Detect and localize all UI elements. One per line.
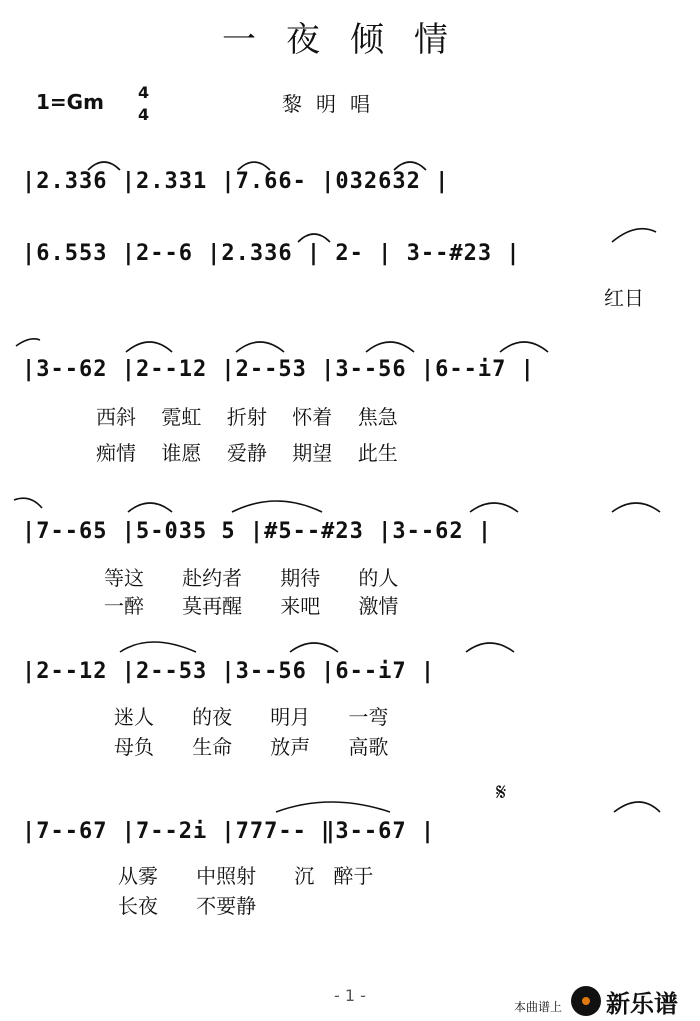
system-4-lyrics-2: 一醉 莫再醒 来吧 激情: [104, 594, 399, 618]
system-3-notes: |3--62 |2--12 |2--53 |3--56 |6--i7 |: [22, 357, 535, 382]
system-6-lyrics-1: 从雾 中照射 沉 醉于: [118, 864, 374, 888]
time-signature-top: 4: [138, 83, 150, 102]
system-4-lyrics-1: 等这 赴约者 期待 的人: [104, 566, 399, 590]
system-2-lyrics-1: 红日: [604, 286, 644, 310]
system-3-lyrics-1: 西斜 霓虹 折射 怀着 焦急: [96, 405, 398, 429]
system-3-lyrics-2: 痴情 谁愿 爱静 期望 此生: [96, 441, 398, 465]
system-5-lyrics-1: 迷人 的夜 明月 一弯: [114, 705, 389, 729]
system-6-notes: |7--67 |7--2i |777-- ‖3--67 |: [22, 819, 436, 844]
logo-text: 新乐谱: [606, 990, 678, 1018]
system-1-notes: |2.336 |2.331 |7.66- |032632 |: [22, 169, 450, 194]
system-5-notes: |2--12 |2--53 |3--56 |6--i7 |: [22, 659, 436, 684]
logo-center-icon: [582, 997, 590, 1005]
key-signature: 1=Gm: [36, 90, 104, 114]
segno-sign: 𝄋: [496, 778, 507, 806]
page-number: - 1 -: [334, 986, 366, 1005]
system-5-lyrics-2: 母负 生命 放声 高歌: [114, 735, 389, 759]
singer-credit: 黎明唱: [282, 92, 384, 116]
system-4-notes: |7--65 |5-035 5 |#5--#23 |3--62 |: [22, 519, 493, 544]
system-2-notes: |6.553 |2--6 |2.336 | 2- | 3--#23 |: [22, 241, 521, 266]
time-signature-bottom: 4: [138, 105, 150, 124]
system-6-lyrics-2: 长夜 不要静: [118, 894, 257, 918]
page-title: 一夜倾情: [222, 20, 478, 60]
source-note: 本曲谱上: [514, 1000, 563, 1014]
